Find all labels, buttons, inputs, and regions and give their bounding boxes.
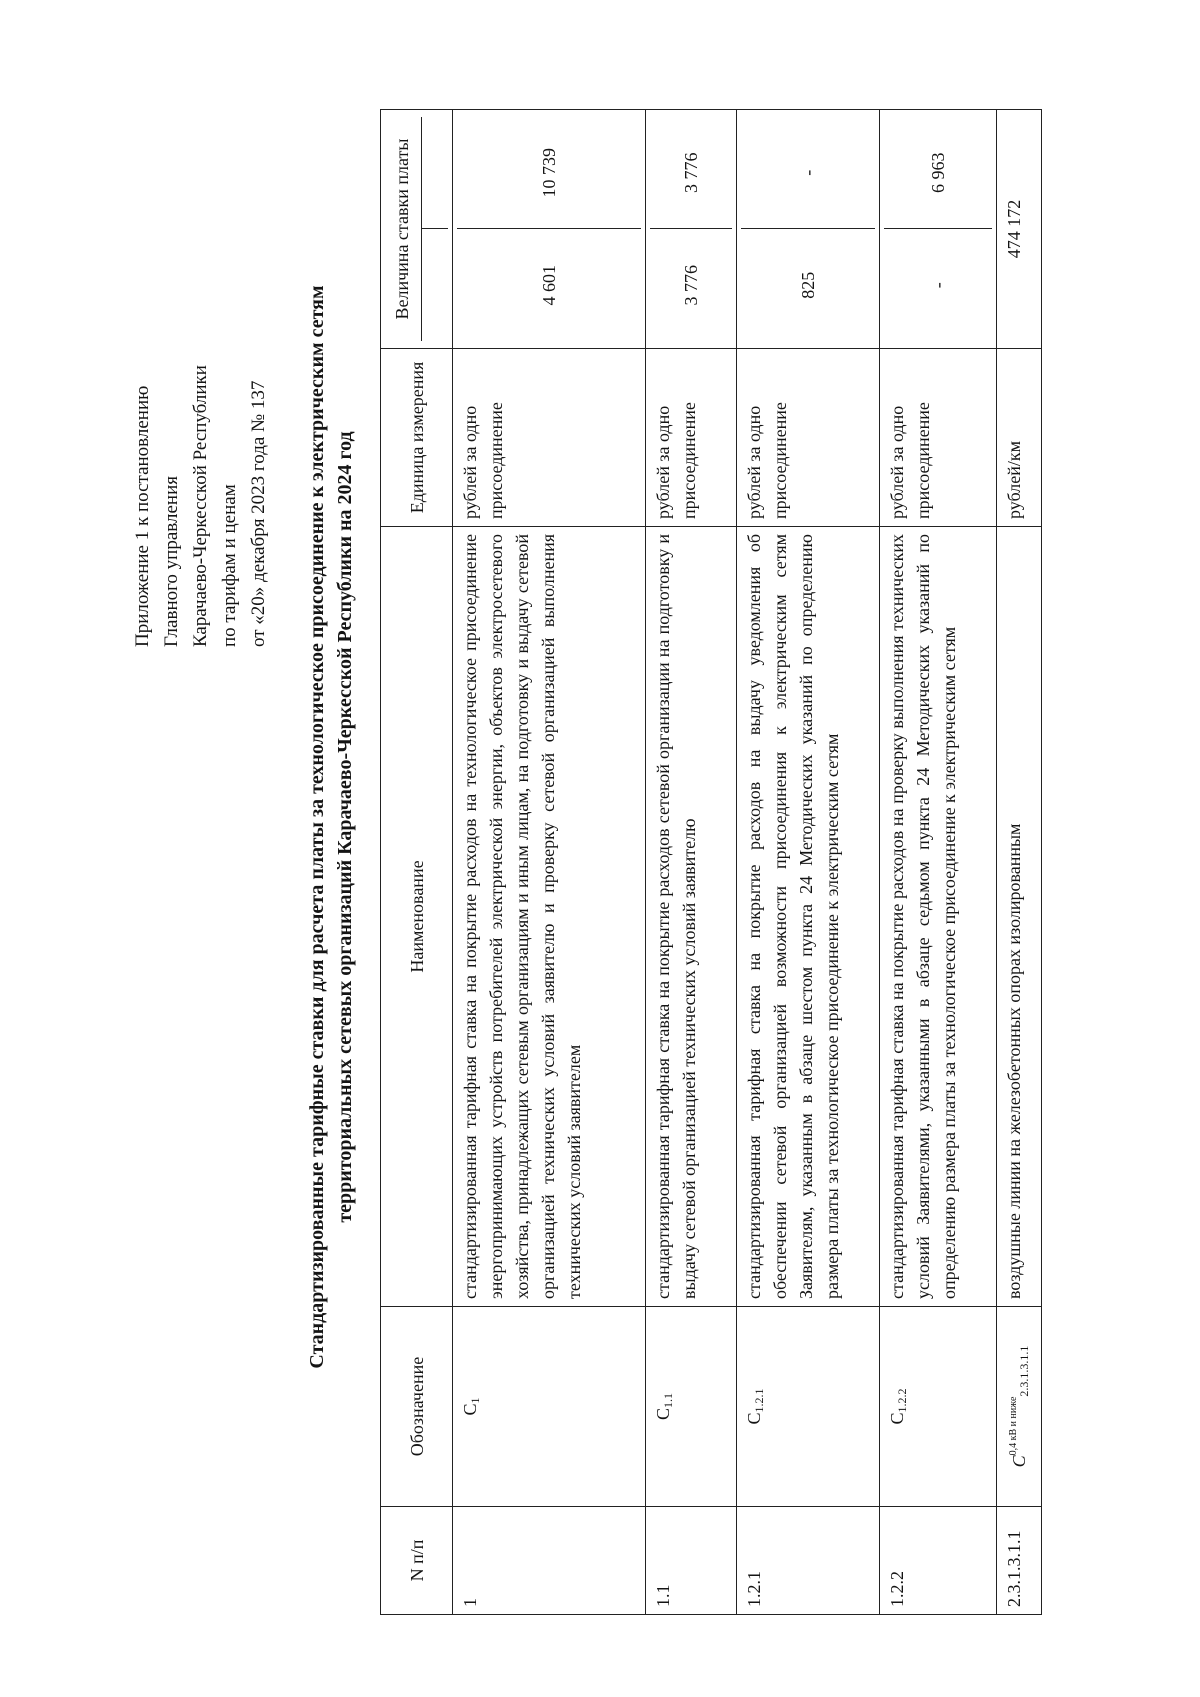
- row-unit: рублей за одно присоединение: [880, 349, 997, 527]
- row-code: $C_{1.2.2}$: [880, 1307, 997, 1507]
- header-unit: Единица измерения: [381, 349, 453, 527]
- header-rate-split: [421, 117, 448, 341]
- rate-value-b: 3 776: [681, 152, 701, 193]
- table-row: [646, 110, 737, 1615]
- approval-line: по тарифам и ценам: [219, 484, 240, 647]
- row-name: стандартизированная тарифная ставка на покрытие расходов сетевой организации на подготовку и выдачу сетевой организацией технических условий заявителю: [646, 527, 737, 1307]
- table-row: [453, 110, 646, 1615]
- table-row: [880, 110, 997, 1615]
- title-line: Стандартизированные тарифные ставки для расчета платы за технологическое присоединение к электрическим сетям: [306, 285, 328, 1369]
- header-name: Наименование: [381, 527, 453, 1307]
- row-unit: рублей за одно присоединение: [453, 349, 646, 527]
- header-rate-label: Величина ставки платы: [392, 138, 412, 320]
- header-num: N п/п: [381, 1507, 453, 1615]
- row-code: $C^{0,4 кВ и ниже}_{2.3.1.3.1.1}$: [997, 1307, 1042, 1507]
- rate-value-a: 4 601: [457, 229, 641, 342]
- row-unit: рублей за одно присоединение: [646, 349, 737, 527]
- row-code: $C_{1.2.1}$: [737, 1307, 880, 1507]
- title-line: территориальных сетевых организаций Карачаево-Черкесской Республики на 2024 год: [334, 431, 356, 1223]
- row-name: стандартизированная тарифная ставка на покрытие расходов на технологическое присоединение энергопринимающих устройств потребителей электрической энергии, объектов электросетевого хозяйства, принадлежащих сетевым организациям и иным лицам, на подготовку и выдачу сетевой организацией технических условий заявителю и проверку сетевой организацией выполнения технических условий заявителем: [453, 527, 646, 1307]
- row-rates: [880, 110, 997, 349]
- approval-block: [128, 127, 273, 647]
- rate-value-b: -: [798, 169, 818, 176]
- tariff-table: [380, 109, 1042, 1615]
- table-row: [737, 110, 880, 1615]
- row-unit: рублей за одно присоединение: [737, 349, 880, 527]
- approval-line: от «20» декабря 2023 года № 137: [248, 380, 269, 647]
- row-name: воздушные линии на железобетонных опорах изолированным: [997, 527, 1042, 1307]
- header-code: Обозначение: [381, 1307, 453, 1507]
- rate-value-a: 3 776: [650, 229, 732, 342]
- rate-value-a: -: [884, 229, 992, 342]
- row-num: 1: [453, 1507, 646, 1615]
- row-rates: [453, 110, 646, 349]
- row-rates: [737, 110, 880, 349]
- rate-value-b: 10 739: [539, 148, 559, 198]
- row-rates: [646, 110, 737, 349]
- header-rate: [381, 110, 453, 349]
- document-title: [303, 107, 359, 1547]
- approval-line: Карачаево-Черкесской Республики: [190, 365, 211, 647]
- row-name: стандартизированная тарифная ставка на покрытие расходов на выдачу уведомления об обеспечении сетевой организацией возможности присоединения к электрическим сетям Заявителям, указанным в абзаце шестом пункта 24 Методических указаний по определению размера платы за технологическое присоединение к электрическим сетям: [737, 527, 880, 1307]
- row-num: 1.2.1: [737, 1507, 880, 1615]
- row-name: стандартизированная тарифная ставка на покрытие расходов на проверку выполнения технических условий Заявителями, указанными в абзаце седьмом пункта 24 Методических указаний по определению размера платы за технологическое присоединение к электрическим сетям: [880, 527, 997, 1307]
- approval-line: Приложение 1 к постановлению: [132, 385, 153, 647]
- table-header-row: [381, 110, 453, 1615]
- row-num: 2.3.1.3.1.1: [997, 1507, 1042, 1615]
- row-code: $C_1$: [453, 1307, 646, 1507]
- row-num: 1.2.2: [880, 1507, 997, 1615]
- row-code: $C_{1.1}$: [646, 1307, 737, 1507]
- row-unit: рублей/км: [997, 349, 1042, 527]
- rate-value-a: 825: [741, 229, 875, 342]
- table-row: [997, 110, 1042, 1615]
- rate-value-single: 474 172: [997, 110, 1042, 349]
- rate-value-b: 6 963: [928, 152, 948, 193]
- approval-line: Главного управления: [161, 476, 182, 647]
- row-num: 1.1: [646, 1507, 737, 1615]
